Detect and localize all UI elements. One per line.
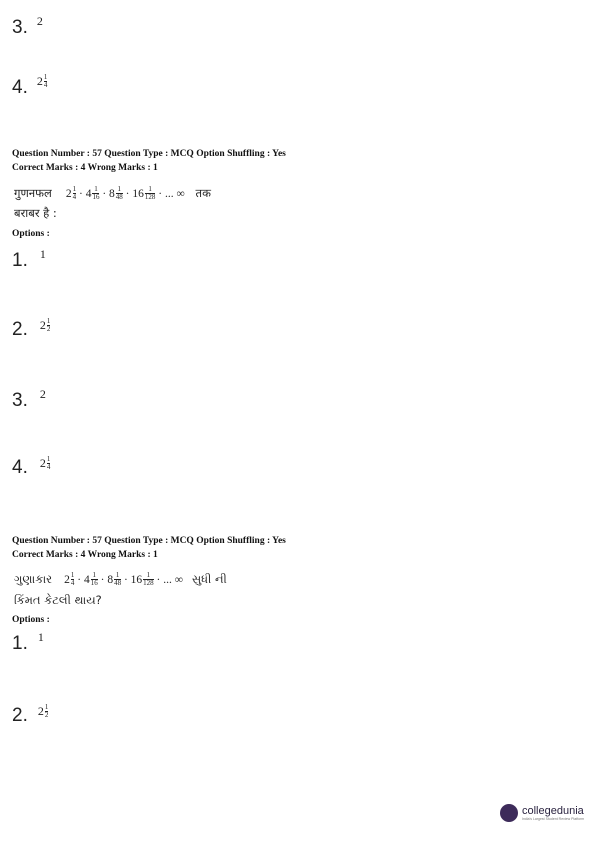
logo-brand: collegedunia bbox=[522, 805, 584, 817]
question-header: Question Number : 57 Question Type : MCQ Option Shuffling : Yes bbox=[12, 536, 286, 546]
math-expression: 2 $\frac{1}{4}$ · 4 $\frac{1}{16}$ · 8 $\frac{1}{48}$ · 16 $\frac{1}{128}$ · ... ∞ bbox=[64, 571, 183, 587]
options-label: Options : bbox=[12, 229, 50, 239]
option-number: 3. bbox=[12, 17, 28, 38]
option-2[interactable] bbox=[12, 704, 48, 727]
option-1[interactable] bbox=[12, 247, 46, 272]
option-number: 1. bbox=[12, 633, 28, 654]
option-number: 3. bbox=[12, 390, 28, 411]
question-text-line2: बराबर है : bbox=[14, 206, 57, 220]
option-number: 2. bbox=[12, 319, 28, 340]
logo-mascot-icon bbox=[500, 804, 518, 822]
option-number: 4. bbox=[12, 77, 28, 98]
question-prefix: गुणनफल bbox=[14, 186, 52, 200]
question-text bbox=[14, 570, 227, 588]
question-header: Question Number : 57 Question Type : MCQ Option Shuffling : Yes bbox=[12, 149, 286, 159]
option-3-top bbox=[12, 14, 43, 39]
option-value: 2 1 4 bbox=[36, 73, 48, 89]
option-value: 2 bbox=[39, 387, 46, 401]
option-value: 1 bbox=[39, 247, 46, 261]
option-4-top bbox=[12, 74, 47, 99]
option-value: 2 bbox=[36, 14, 43, 28]
option-value: 2 1 2 bbox=[39, 317, 51, 333]
option-1[interactable] bbox=[12, 630, 44, 655]
option-value: 2 1 4 bbox=[39, 455, 51, 471]
math-expression: 2 $\frac{1}{4}$ · 4 $\frac{1}{16}$ · 8 $\frac{1}{48}$ · 16 $\frac{1}{128}$ · ... ∞ bbox=[65, 185, 185, 201]
question-suffix: સુધી ની bbox=[191, 572, 227, 586]
option-2[interactable] bbox=[12, 318, 50, 341]
options-label: Options : bbox=[12, 615, 50, 625]
option-3[interactable] bbox=[12, 387, 46, 412]
collegedunia-logo bbox=[500, 804, 584, 822]
option-number: 4. bbox=[12, 457, 28, 478]
option-number: 1. bbox=[12, 250, 28, 271]
question-text bbox=[14, 184, 211, 202]
question-suffix: तक bbox=[195, 186, 211, 200]
marks-line: Correct Marks : 4 Wrong Marks : 1 bbox=[12, 163, 158, 173]
option-value: 2 1 2 bbox=[37, 703, 49, 719]
option-4[interactable] bbox=[12, 456, 50, 479]
option-number: 2. bbox=[12, 705, 28, 726]
option-value: 1 bbox=[37, 630, 44, 644]
marks-line: Correct Marks : 4 Wrong Marks : 1 bbox=[12, 550, 158, 560]
logo-tagline: India's Largest Student Review Platform bbox=[522, 817, 585, 821]
question-prefix: ગુણાકાર bbox=[14, 572, 53, 586]
question-text-line2: કિંમત કેટલી થાય? bbox=[14, 593, 102, 607]
